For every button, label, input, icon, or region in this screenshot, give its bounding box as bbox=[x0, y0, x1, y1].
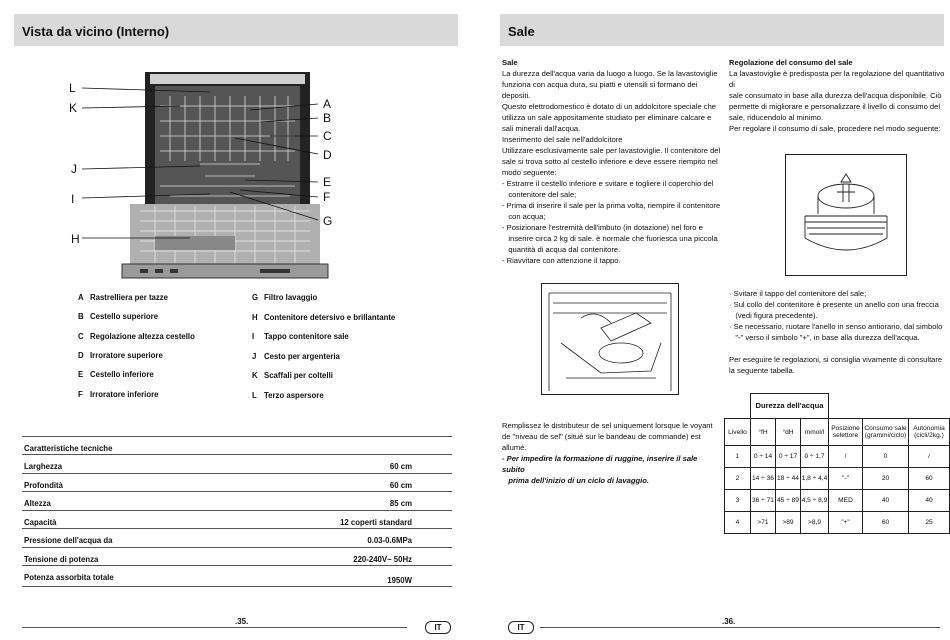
legend-item-H: H Contenitore detersivo e brillantante bbox=[252, 313, 396, 322]
table-row: 2 14 ÷ 36 18 ÷ 44 1,8 ÷ 4,4 "-" 20 60 bbox=[725, 468, 950, 490]
legend-item-I: I Tappo contenitore sale bbox=[252, 332, 349, 341]
callout-J: J bbox=[71, 162, 77, 176]
left-page-header bbox=[14, 14, 458, 46]
specs-title-row bbox=[22, 436, 452, 455]
table-row: 4 >71 >89 >8,9 "+" 60 25 bbox=[725, 512, 950, 534]
legend-item-G: G Filtro lavaggio bbox=[252, 293, 318, 302]
callout-F: F bbox=[323, 190, 331, 204]
legend-item-C: C Regolazione altezza cestello bbox=[78, 332, 195, 341]
callout-K: K bbox=[69, 101, 78, 115]
table-group-header: Durezza dell'acqua bbox=[751, 394, 829, 419]
callout-I: I bbox=[71, 192, 75, 206]
legend-item-D: D Irroratore superiore bbox=[78, 351, 163, 360]
left-page-title: Vista da vicino (Interno) bbox=[22, 24, 170, 39]
legend-item-F: F Irroratore inferiore bbox=[78, 390, 159, 399]
spec-row: Profondità 60 cm bbox=[22, 473, 452, 492]
salt-filling-illustration bbox=[541, 283, 679, 395]
legend-item-L: L Terzo aspersore bbox=[252, 391, 324, 400]
right-footer-rule bbox=[540, 627, 940, 628]
water-hardness-table bbox=[724, 393, 950, 534]
callout-B: B bbox=[323, 111, 332, 125]
spec-row: Tensione di potenza 220-240V~ 50Hz bbox=[22, 547, 452, 566]
spec-row: Potenza assorbita totale 1950W bbox=[22, 565, 452, 587]
spec-row: Larghezza 60 cm bbox=[22, 454, 452, 473]
salt-text: La durezza dell'acqua varia da luogo a luogo. Se la lavastoviglie funziona con acqua dura, su piatti e utensili si formano dei depositi. Questo elettrodomestico è dotato di un addolcitore speciale che utilizza un sale appositamente studiato per eliminare calcare e sali minerali dall'acqua. Inserimento del sale nell'addolcitore Utilizzare esclusivamente sale per lavastoviglie. Il contenitore del sale si trova sotto al cestello inferiore e deve essere riempito nel modo seguente: - Estrarre il cestello inferiore e svitare e togliere il coperchio del contenitore del sale; - Prima di inserire il sale per la prima volta, riempire il contenitore con acqua; - Posizionare l'estremità dell'imbuto (in dotazione) nel foro e inserire circa 2 kg di sale. è normale che fuoriesca una piccola quantità di acqua dal contenitore. - Riavvitare con attenzione il tappo. bbox=[502, 69, 721, 265]
spec-row: Pressione dell'acqua da 0.03-0.6MPa bbox=[22, 528, 452, 547]
callout-D: D bbox=[323, 148, 332, 162]
callout-A: A bbox=[323, 97, 332, 111]
callout-E: E bbox=[323, 175, 332, 189]
salt-regulation-steps: · Svitare il tappo del contenitore del sale; · Sul collo del contenitore è presente un anello con una freccia (vedi figura precedente). · Se necessario, ruotare l'anello in senso antiorario, dal simbolo "-" verso il simbolo "+", in base alla durezza dell'acqua. Per eseguire le regolazioni, si consiglia vivamente di consultare la seguente tabella. bbox=[729, 289, 943, 375]
callout-C: C bbox=[323, 129, 332, 143]
right-language-badge: IT bbox=[508, 621, 534, 634]
left-footer-rule bbox=[22, 627, 407, 628]
legend-item-B: B Cestello superiore bbox=[78, 312, 159, 321]
salt-indicator-note: Remplissez le distributeur de sel uniquement lorsque le voyant de "niveau de sel" (situé sur le bandeau de commande) est allumé. - Per impedire la formazione di ruggine, inserire il sale subito prima dell'inizio di un ciclo di lavaggio. bbox=[502, 421, 713, 485]
legend-item-J: J Cesto per argenteria bbox=[252, 352, 340, 361]
specs-title: Caratteristiche tecniche bbox=[24, 444, 113, 453]
table-row: 3 36 ÷ 71 45 ÷ 89 4,5 ÷ 8,9 MED 40 40 bbox=[725, 490, 950, 512]
dishwasher-interior-illustration bbox=[60, 66, 360, 286]
table-row: 1 0 ÷ 14 0 ÷ 17 0 ÷ 1,7 / 0 / bbox=[725, 446, 950, 468]
legend-item-E: E Cestello inferiore bbox=[78, 370, 154, 379]
legend-item-K: K Scaffali per coltelli bbox=[252, 371, 333, 380]
left-language-badge: IT bbox=[425, 621, 451, 634]
salt-regulation-title: Regolazione del consumo del sale bbox=[729, 58, 853, 67]
spec-row: Altezza 85 cm bbox=[22, 491, 452, 510]
table-header-row: Livello °fH °dH mmol/l Posizione selettore Consumo sale (grammi/ciclo) Autonomia (cicli/2kg.) bbox=[725, 419, 950, 446]
callout-L: L bbox=[69, 81, 76, 95]
callout-H: H bbox=[71, 232, 80, 246]
salt-cap-ring-illustration bbox=[785, 154, 907, 276]
salt-section-title: Sale bbox=[502, 58, 518, 67]
right-page-header bbox=[500, 14, 944, 46]
salt-regulation-text: La lavastoviglie è predisposta per la regolazione del quantitativo di sale consumato in base alla durezza dell'acqua disponibile. Ciò permette di migliorare e personalizzare il livello di consumo del sale, riducendolo al minimo. Per regolare il consumo di sale, procedere nel modo seguente: bbox=[729, 69, 945, 133]
legend-item-A: A Rastrelliera per tazze bbox=[78, 293, 169, 302]
right-page-title: Sale bbox=[508, 24, 535, 39]
callout-G: G bbox=[323, 214, 333, 228]
left-page-number: .35. bbox=[235, 617, 249, 626]
spec-row: Capacità 12 coperti standard bbox=[22, 510, 452, 529]
right-page-number: .36. bbox=[722, 617, 736, 626]
